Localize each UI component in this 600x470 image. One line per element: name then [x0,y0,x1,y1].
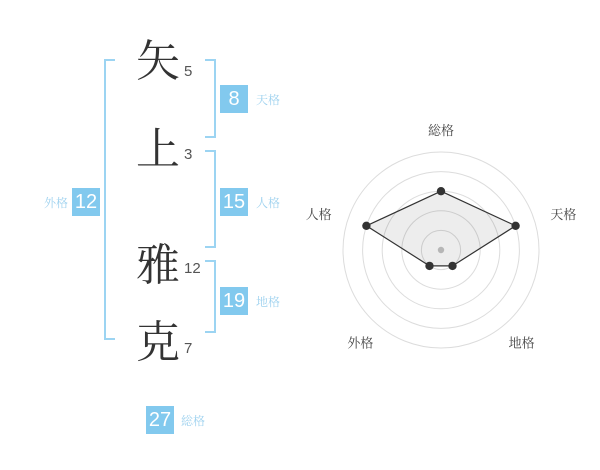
soukaku-value-badge: 27 [146,406,174,434]
gaikaku-value-badge: 12 [72,188,100,216]
radar-data-point [511,222,519,230]
chikaku-label: 地格 [256,295,281,309]
radar-data-polygon [366,191,515,266]
radar-axis-label: 地格 [508,335,535,351]
stroke-count-2: 3 [184,146,193,163]
chikaku-bracket [205,260,216,333]
fortune-radar-chart [300,110,580,370]
name-character-1: 矢 [136,37,180,86]
radar-axis-label: 総格 [427,123,455,138]
stroke-count-1: 5 [184,63,193,80]
name-character-4: 克 [136,318,180,367]
stroke-count-4: 7 [184,340,193,357]
radar-data-point [425,262,433,270]
tenkaku-label: 天格 [256,93,281,107]
jinkaku-label: 人格 [256,196,281,210]
tenkaku-value-badge: 8 [220,85,248,113]
radar-axis-label: 人格 [305,207,332,222]
stroke-count-3: 12 [184,260,201,277]
gaikaku-label: 外格 [43,196,68,210]
name-character-2: 上 [136,125,180,174]
radar-axis-label: 外格 [347,335,374,351]
soukaku-label: 総格 [181,414,206,428]
radar-data-point [362,222,370,230]
jinkaku-value-badge: 15 [220,188,248,216]
radar-chart-svg [300,110,580,370]
chikaku-value-badge: 19 [220,287,248,315]
jinkaku-bracket [205,150,216,248]
radar-data-point [437,187,445,195]
gaikaku-bracket [104,59,115,340]
radar-axis-label: 天格 [550,207,577,222]
name-character-3: 雅 [136,241,180,290]
tenkaku-bracket [205,59,216,138]
radar-data-point [448,262,456,270]
